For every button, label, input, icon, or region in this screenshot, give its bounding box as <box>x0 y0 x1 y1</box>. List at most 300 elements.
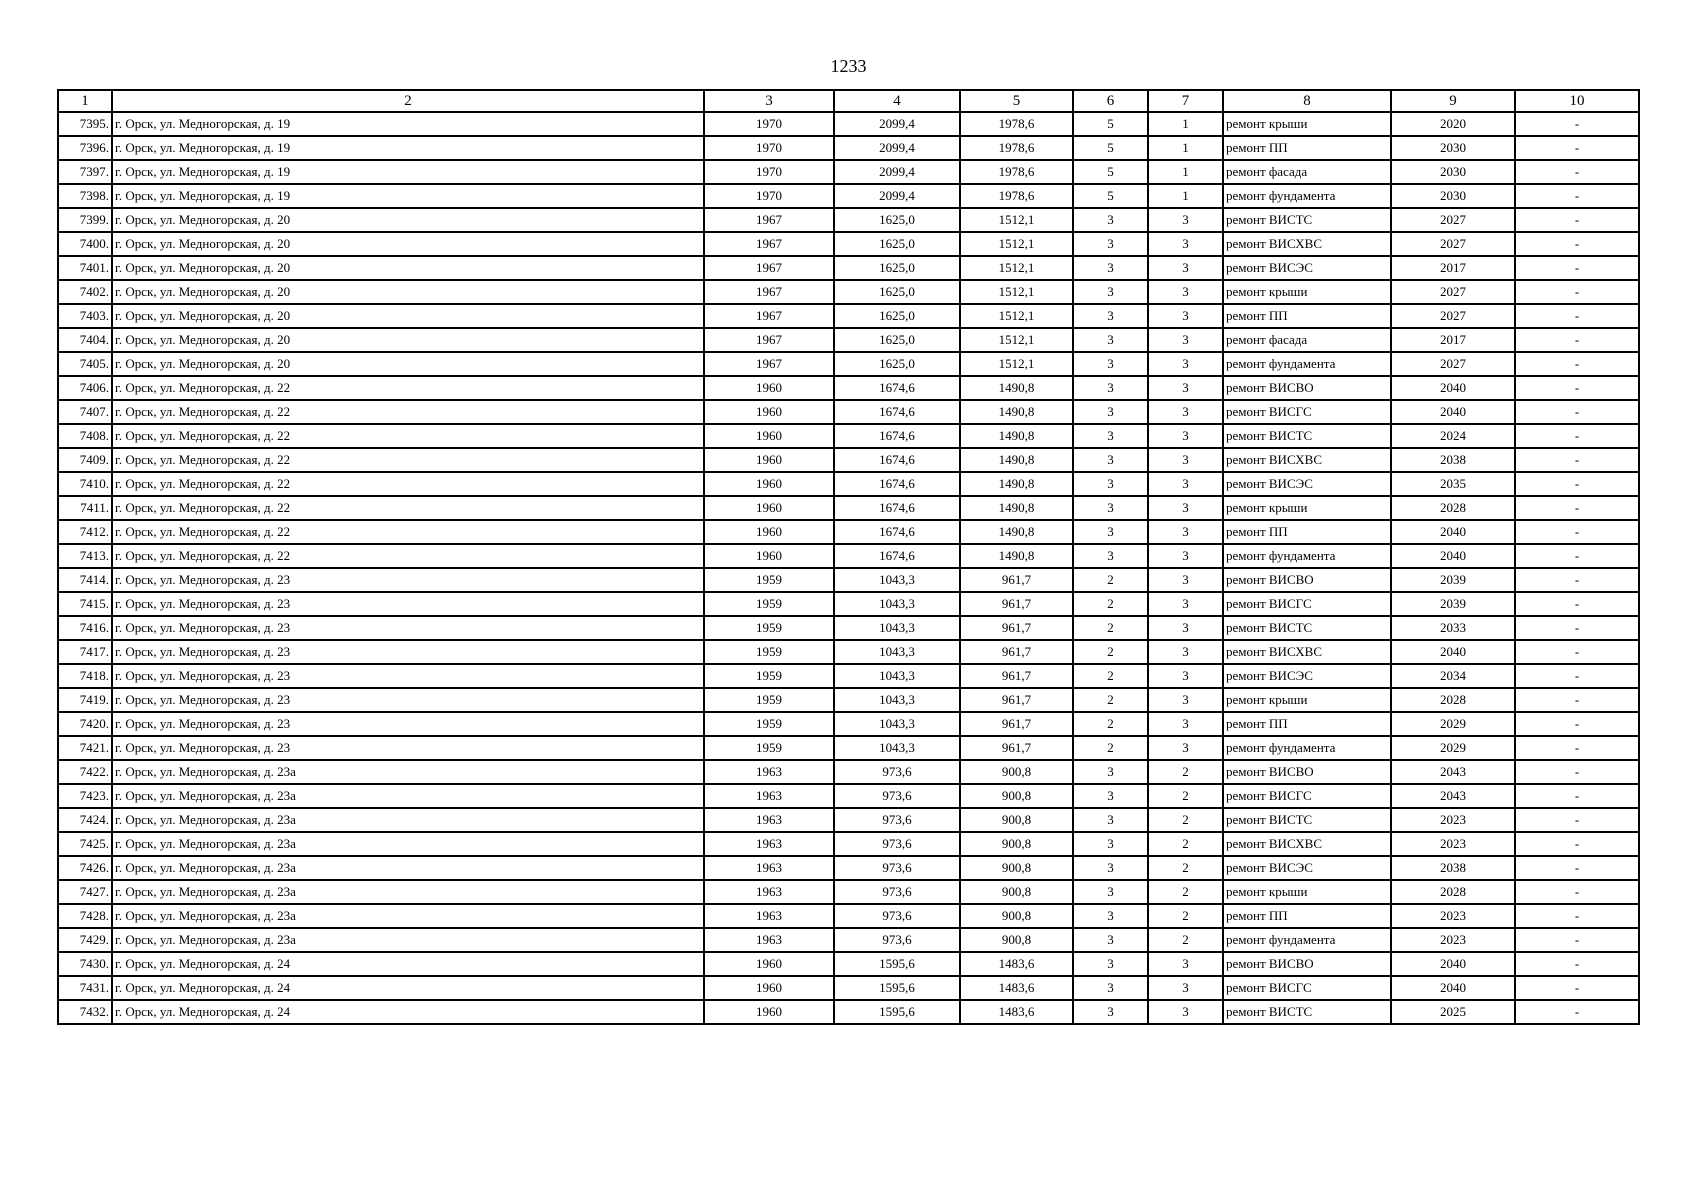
cell-total-area: 1625,0 <box>834 280 960 304</box>
cell-total-area: 2099,4 <box>834 136 960 160</box>
cell-planned-year: 2038 <box>1391 856 1515 880</box>
cell-living-area: 900,8 <box>960 760 1073 784</box>
cell-address: г. Орск, ул. Медногорская, д. 23 <box>112 640 704 664</box>
cell-entrances: 3 <box>1148 424 1223 448</box>
cell-year-built: 1970 <box>704 112 834 136</box>
cell-planned-year: 2017 <box>1391 328 1515 352</box>
cell-living-area: 1490,8 <box>960 520 1073 544</box>
cell-address: г. Орск, ул. Медногорская, д. 22 <box>112 448 704 472</box>
cell-total-area: 973,6 <box>834 856 960 880</box>
cell-entrances: 2 <box>1148 880 1223 904</box>
cell-floors: 2 <box>1073 592 1148 616</box>
cell-note: - <box>1515 424 1639 448</box>
cell-planned-year: 2038 <box>1391 448 1515 472</box>
cell-address: г. Орск, ул. Медногорская, д. 22 <box>112 424 704 448</box>
cell-work-type: ремонт фундамента <box>1223 544 1391 568</box>
cell-work-type: ремонт ПП <box>1223 136 1391 160</box>
cell-total-area: 973,6 <box>834 928 960 952</box>
cell-living-area: 961,7 <box>960 640 1073 664</box>
table-row <box>58 880 1639 904</box>
cell-total-area: 1595,6 <box>834 1000 960 1024</box>
cell-address: г. Орск, ул. Медногорская, д. 20 <box>112 232 704 256</box>
cell-living-area: 1490,8 <box>960 448 1073 472</box>
cell-row-number: 7396. <box>58 136 112 160</box>
cell-row-number: 7424. <box>58 808 112 832</box>
cell-floors: 3 <box>1073 304 1148 328</box>
cell-entrances: 3 <box>1148 520 1223 544</box>
cell-living-area: 1490,8 <box>960 376 1073 400</box>
cell-year-built: 1967 <box>704 280 834 304</box>
cell-year-built: 1960 <box>704 496 834 520</box>
cell-address: г. Орск, ул. Медногорская, д. 23 <box>112 712 704 736</box>
table-row <box>58 376 1639 400</box>
cell-address: г. Орск, ул. Медногорская, д. 20 <box>112 328 704 352</box>
cell-planned-year: 2028 <box>1391 496 1515 520</box>
cell-year-built: 1963 <box>704 832 834 856</box>
cell-year-built: 1959 <box>704 568 834 592</box>
cell-year-built: 1960 <box>704 1000 834 1024</box>
table-row <box>58 856 1639 880</box>
cell-row-number: 7432. <box>58 1000 112 1024</box>
cell-living-area: 1512,1 <box>960 208 1073 232</box>
cell-address: г. Орск, ул. Медногорская, д. 23 <box>112 736 704 760</box>
cell-floors: 3 <box>1073 784 1148 808</box>
cell-floors: 2 <box>1073 664 1148 688</box>
cell-row-number: 7430. <box>58 952 112 976</box>
cell-work-type: ремонт ВИСХВС <box>1223 232 1391 256</box>
cell-total-area: 1625,0 <box>834 328 960 352</box>
cell-address: г. Орск, ул. Медногорская, д. 23а <box>112 832 704 856</box>
cell-address: г. Орск, ул. Медногорская, д. 20 <box>112 208 704 232</box>
cell-year-built: 1967 <box>704 256 834 280</box>
cell-planned-year: 2023 <box>1391 832 1515 856</box>
cell-work-type: ремонт ВИСГС <box>1223 784 1391 808</box>
cell-floors: 5 <box>1073 160 1148 184</box>
table-row <box>58 640 1639 664</box>
cell-note: - <box>1515 544 1639 568</box>
cell-work-type: ремонт фасада <box>1223 160 1391 184</box>
cell-floors: 3 <box>1073 352 1148 376</box>
cell-address: г. Орск, ул. Медногорская, д. 19 <box>112 160 704 184</box>
cell-row-number: 7401. <box>58 256 112 280</box>
table-row <box>58 736 1639 760</box>
cell-row-number: 7423. <box>58 784 112 808</box>
cell-row-number: 7431. <box>58 976 112 1000</box>
table-row <box>58 952 1639 976</box>
cell-year-built: 1959 <box>704 640 834 664</box>
cell-planned-year: 2020 <box>1391 112 1515 136</box>
cell-total-area: 1625,0 <box>834 232 960 256</box>
cell-work-type: ремонт ПП <box>1223 304 1391 328</box>
cell-living-area: 961,7 <box>960 616 1073 640</box>
cell-floors: 5 <box>1073 184 1148 208</box>
cell-living-area: 900,8 <box>960 856 1073 880</box>
cell-row-number: 7420. <box>58 712 112 736</box>
cell-year-built: 1963 <box>704 880 834 904</box>
table-row <box>58 760 1639 784</box>
column-header-9: 9 <box>1391 90 1515 112</box>
cell-row-number: 7409. <box>58 448 112 472</box>
cell-year-built: 1970 <box>704 136 834 160</box>
cell-work-type: ремонт ВИСХВС <box>1223 832 1391 856</box>
cell-living-area: 1490,8 <box>960 544 1073 568</box>
cell-planned-year: 2030 <box>1391 184 1515 208</box>
table-row <box>58 544 1639 568</box>
cell-work-type: ремонт крыши <box>1223 496 1391 520</box>
cell-total-area: 1625,0 <box>834 256 960 280</box>
cell-floors: 3 <box>1073 760 1148 784</box>
cell-row-number: 7426. <box>58 856 112 880</box>
cell-year-built: 1970 <box>704 184 834 208</box>
cell-floors: 3 <box>1073 256 1148 280</box>
cell-floors: 3 <box>1073 424 1148 448</box>
cell-year-built: 1967 <box>704 328 834 352</box>
cell-address: г. Орск, ул. Медногорская, д. 23 <box>112 664 704 688</box>
cell-living-area: 1978,6 <box>960 184 1073 208</box>
cell-address: г. Орск, ул. Медногорская, д. 23а <box>112 904 704 928</box>
cell-address: г. Орск, ул. Медногорская, д. 23а <box>112 856 704 880</box>
cell-living-area: 1978,6 <box>960 136 1073 160</box>
cell-floors: 3 <box>1073 328 1148 352</box>
cell-planned-year: 2028 <box>1391 688 1515 712</box>
cell-total-area: 1674,6 <box>834 400 960 424</box>
cell-planned-year: 2040 <box>1391 376 1515 400</box>
cell-note: - <box>1515 184 1639 208</box>
cell-address: г. Орск, ул. Медногорская, д. 23а <box>112 880 704 904</box>
cell-address: г. Орск, ул. Медногорская, д. 23а <box>112 760 704 784</box>
cell-year-built: 1963 <box>704 904 834 928</box>
cell-living-area: 1512,1 <box>960 352 1073 376</box>
cell-planned-year: 2039 <box>1391 592 1515 616</box>
cell-floors: 3 <box>1073 496 1148 520</box>
cell-living-area: 1512,1 <box>960 328 1073 352</box>
cell-row-number: 7397. <box>58 160 112 184</box>
cell-row-number: 7413. <box>58 544 112 568</box>
cell-note: - <box>1515 952 1639 976</box>
cell-living-area: 1512,1 <box>960 304 1073 328</box>
cell-floors: 3 <box>1073 400 1148 424</box>
cell-total-area: 1674,6 <box>834 520 960 544</box>
cell-living-area: 900,8 <box>960 808 1073 832</box>
table-row <box>58 808 1639 832</box>
cell-year-built: 1967 <box>704 208 834 232</box>
cell-address: г. Орск, ул. Медногорская, д. 24 <box>112 976 704 1000</box>
cell-living-area: 1483,6 <box>960 1000 1073 1024</box>
column-header-3: 3 <box>704 90 834 112</box>
cell-work-type: ремонт ПП <box>1223 904 1391 928</box>
cell-address: г. Орск, ул. Медногорская, д. 24 <box>112 952 704 976</box>
cell-entrances: 3 <box>1148 544 1223 568</box>
cell-planned-year: 2039 <box>1391 568 1515 592</box>
table-row <box>58 1000 1639 1024</box>
table-row <box>58 616 1639 640</box>
cell-row-number: 7400. <box>58 232 112 256</box>
cell-row-number: 7415. <box>58 592 112 616</box>
table-row <box>58 184 1639 208</box>
column-header-1: 1 <box>58 90 112 112</box>
cell-entrances: 3 <box>1148 256 1223 280</box>
table-header <box>58 90 1639 112</box>
cell-floors: 2 <box>1073 616 1148 640</box>
cell-living-area: 1490,8 <box>960 496 1073 520</box>
cell-floors: 2 <box>1073 640 1148 664</box>
cell-floors: 3 <box>1073 880 1148 904</box>
cell-note: - <box>1515 208 1639 232</box>
cell-row-number: 7418. <box>58 664 112 688</box>
table-row <box>58 304 1639 328</box>
cell-address: г. Орск, ул. Медногорская, д. 22 <box>112 400 704 424</box>
cell-floors: 3 <box>1073 808 1148 832</box>
cell-note: - <box>1515 616 1639 640</box>
cell-work-type: ремонт ВИСГС <box>1223 400 1391 424</box>
cell-entrances: 3 <box>1148 952 1223 976</box>
cell-note: - <box>1515 352 1639 376</box>
cell-planned-year: 2027 <box>1391 232 1515 256</box>
cell-total-area: 1043,3 <box>834 664 960 688</box>
cell-row-number: 7404. <box>58 328 112 352</box>
cell-work-type: ремонт ВИСВО <box>1223 952 1391 976</box>
cell-address: г. Орск, ул. Медногорская, д. 19 <box>112 184 704 208</box>
cell-year-built: 1960 <box>704 520 834 544</box>
cell-floors: 3 <box>1073 856 1148 880</box>
table-row <box>58 112 1639 136</box>
cell-planned-year: 2029 <box>1391 712 1515 736</box>
cell-living-area: 961,7 <box>960 568 1073 592</box>
cell-floors: 2 <box>1073 736 1148 760</box>
cell-total-area: 1043,3 <box>834 616 960 640</box>
cell-note: - <box>1515 760 1639 784</box>
cell-year-built: 1959 <box>704 592 834 616</box>
cell-living-area: 1978,6 <box>960 160 1073 184</box>
cell-planned-year: 2030 <box>1391 136 1515 160</box>
cell-year-built: 1960 <box>704 376 834 400</box>
cell-work-type: ремонт ВИСЭС <box>1223 664 1391 688</box>
cell-entrances: 3 <box>1148 208 1223 232</box>
cell-year-built: 1963 <box>704 928 834 952</box>
cell-living-area: 1512,1 <box>960 280 1073 304</box>
table-row <box>58 592 1639 616</box>
cell-work-type: ремонт фундамента <box>1223 736 1391 760</box>
cell-floors: 3 <box>1073 280 1148 304</box>
cell-year-built: 1959 <box>704 616 834 640</box>
cell-address: г. Орск, ул. Медногорская, д. 20 <box>112 280 704 304</box>
cell-work-type: ремонт ВИСВО <box>1223 568 1391 592</box>
cell-work-type: ремонт ВИСГС <box>1223 976 1391 1000</box>
cell-year-built: 1960 <box>704 400 834 424</box>
cell-floors: 3 <box>1073 928 1148 952</box>
cell-total-area: 2099,4 <box>834 112 960 136</box>
cell-planned-year: 2027 <box>1391 208 1515 232</box>
cell-year-built: 1959 <box>704 664 834 688</box>
cell-address: г. Орск, ул. Медногорская, д. 19 <box>112 136 704 160</box>
table-row <box>58 664 1639 688</box>
cell-living-area: 961,7 <box>960 736 1073 760</box>
cell-total-area: 1043,3 <box>834 736 960 760</box>
cell-planned-year: 2023 <box>1391 928 1515 952</box>
cell-floors: 3 <box>1073 232 1148 256</box>
cell-living-area: 900,8 <box>960 784 1073 808</box>
cell-entrances: 3 <box>1148 712 1223 736</box>
column-header-7: 7 <box>1148 90 1223 112</box>
cell-entrances: 3 <box>1148 640 1223 664</box>
table-row <box>58 496 1639 520</box>
table-row <box>58 352 1639 376</box>
cell-note: - <box>1515 520 1639 544</box>
cell-entrances: 2 <box>1148 832 1223 856</box>
cell-row-number: 7425. <box>58 832 112 856</box>
cell-note: - <box>1515 856 1639 880</box>
cell-entrances: 3 <box>1148 376 1223 400</box>
cell-total-area: 1043,3 <box>834 568 960 592</box>
cell-work-type: ремонт крыши <box>1223 112 1391 136</box>
cell-total-area: 973,6 <box>834 760 960 784</box>
cell-entrances: 3 <box>1148 976 1223 1000</box>
cell-living-area: 1978,6 <box>960 112 1073 136</box>
cell-year-built: 1963 <box>704 856 834 880</box>
cell-row-number: 7405. <box>58 352 112 376</box>
cell-row-number: 7406. <box>58 376 112 400</box>
cell-work-type: ремонт фундамента <box>1223 352 1391 376</box>
cell-floors: 5 <box>1073 112 1148 136</box>
table-row <box>58 328 1639 352</box>
cell-work-type: ремонт ВИСТС <box>1223 424 1391 448</box>
cell-planned-year: 2024 <box>1391 424 1515 448</box>
cell-note: - <box>1515 784 1639 808</box>
cell-total-area: 1674,6 <box>834 448 960 472</box>
cell-row-number: 7427. <box>58 880 112 904</box>
table-row <box>58 472 1639 496</box>
cell-year-built: 1960 <box>704 952 834 976</box>
cell-note: - <box>1515 736 1639 760</box>
cell-year-built: 1959 <box>704 736 834 760</box>
cell-note: - <box>1515 472 1639 496</box>
cell-living-area: 961,7 <box>960 688 1073 712</box>
cell-work-type: ремонт ВИСВО <box>1223 760 1391 784</box>
cell-note: - <box>1515 448 1639 472</box>
table-row <box>58 400 1639 424</box>
cell-note: - <box>1515 256 1639 280</box>
cell-total-area: 973,6 <box>834 808 960 832</box>
cell-year-built: 1963 <box>704 784 834 808</box>
cell-entrances: 3 <box>1148 328 1223 352</box>
cell-work-type: ремонт ПП <box>1223 520 1391 544</box>
cell-planned-year: 2029 <box>1391 736 1515 760</box>
cell-work-type: ремонт ВИСТС <box>1223 808 1391 832</box>
cell-address: г. Орск, ул. Медногорская, д. 20 <box>112 256 704 280</box>
table-row <box>58 136 1639 160</box>
cell-floors: 2 <box>1073 688 1148 712</box>
table-row <box>58 448 1639 472</box>
cell-year-built: 1967 <box>704 352 834 376</box>
cell-note: - <box>1515 328 1639 352</box>
column-header-2: 2 <box>112 90 704 112</box>
cell-note: - <box>1515 304 1639 328</box>
page-number: 1233 <box>830 56 867 76</box>
cell-entrances: 3 <box>1148 352 1223 376</box>
cell-address: г. Орск, ул. Медногорская, д. 22 <box>112 544 704 568</box>
cell-planned-year: 2023 <box>1391 808 1515 832</box>
cell-floors: 3 <box>1073 832 1148 856</box>
cell-address: г. Орск, ул. Медногорская, д. 19 <box>112 112 704 136</box>
cell-floors: 5 <box>1073 136 1148 160</box>
cell-floors: 2 <box>1073 568 1148 592</box>
cell-work-type: ремонт ВИСТС <box>1223 208 1391 232</box>
cell-entrances: 1 <box>1148 136 1223 160</box>
cell-year-built: 1959 <box>704 688 834 712</box>
column-header-6: 6 <box>1073 90 1148 112</box>
cell-address: г. Орск, ул. Медногорская, д. 24 <box>112 1000 704 1024</box>
table-row <box>58 520 1639 544</box>
table-row <box>58 928 1639 952</box>
cell-planned-year: 2017 <box>1391 256 1515 280</box>
cell-living-area: 900,8 <box>960 832 1073 856</box>
cell-living-area: 961,7 <box>960 664 1073 688</box>
cell-address: г. Орск, ул. Медногорская, д. 22 <box>112 496 704 520</box>
cell-floors: 3 <box>1073 952 1148 976</box>
cell-work-type: ремонт ВИСГС <box>1223 592 1391 616</box>
cell-floors: 3 <box>1073 904 1148 928</box>
cell-work-type: ремонт крыши <box>1223 688 1391 712</box>
table-body <box>58 112 1639 1024</box>
table-row <box>58 280 1639 304</box>
cell-planned-year: 2023 <box>1391 904 1515 928</box>
cell-note: - <box>1515 400 1639 424</box>
cell-work-type: ремонт ВИСХВС <box>1223 448 1391 472</box>
table-row <box>58 904 1639 928</box>
cell-entrances: 1 <box>1148 184 1223 208</box>
cell-address: г. Орск, ул. Медногорская, д. 23 <box>112 592 704 616</box>
cell-row-number: 7402. <box>58 280 112 304</box>
cell-work-type: ремонт ПП <box>1223 712 1391 736</box>
cell-planned-year: 2043 <box>1391 784 1515 808</box>
cell-year-built: 1960 <box>704 976 834 1000</box>
cell-entrances: 3 <box>1148 280 1223 304</box>
cell-entrances: 3 <box>1148 736 1223 760</box>
cell-living-area: 1490,8 <box>960 472 1073 496</box>
cell-entrances: 3 <box>1148 496 1223 520</box>
cell-living-area: 900,8 <box>960 904 1073 928</box>
cell-planned-year: 2028 <box>1391 880 1515 904</box>
cell-work-type: ремонт ВИСВО <box>1223 376 1391 400</box>
cell-floors: 3 <box>1073 544 1148 568</box>
register-table <box>57 89 1640 1025</box>
cell-planned-year: 2043 <box>1391 760 1515 784</box>
cell-entrances: 3 <box>1148 568 1223 592</box>
cell-living-area: 900,8 <box>960 928 1073 952</box>
cell-note: - <box>1515 688 1639 712</box>
cell-work-type: ремонт фасада <box>1223 328 1391 352</box>
column-header-8: 8 <box>1223 90 1391 112</box>
cell-work-type: ремонт фундамента <box>1223 184 1391 208</box>
cell-total-area: 1625,0 <box>834 304 960 328</box>
cell-planned-year: 2030 <box>1391 160 1515 184</box>
cell-note: - <box>1515 976 1639 1000</box>
cell-year-built: 1967 <box>704 304 834 328</box>
cell-planned-year: 2040 <box>1391 544 1515 568</box>
cell-entrances: 2 <box>1148 856 1223 880</box>
table-row <box>58 712 1639 736</box>
cell-living-area: 1483,6 <box>960 952 1073 976</box>
cell-row-number: 7417. <box>58 640 112 664</box>
cell-row-number: 7399. <box>58 208 112 232</box>
cell-entrances: 3 <box>1148 664 1223 688</box>
cell-living-area: 1490,8 <box>960 424 1073 448</box>
cell-note: - <box>1515 664 1639 688</box>
cell-note: - <box>1515 160 1639 184</box>
cell-note: - <box>1515 808 1639 832</box>
cell-floors: 3 <box>1073 976 1148 1000</box>
cell-year-built: 1959 <box>704 712 834 736</box>
